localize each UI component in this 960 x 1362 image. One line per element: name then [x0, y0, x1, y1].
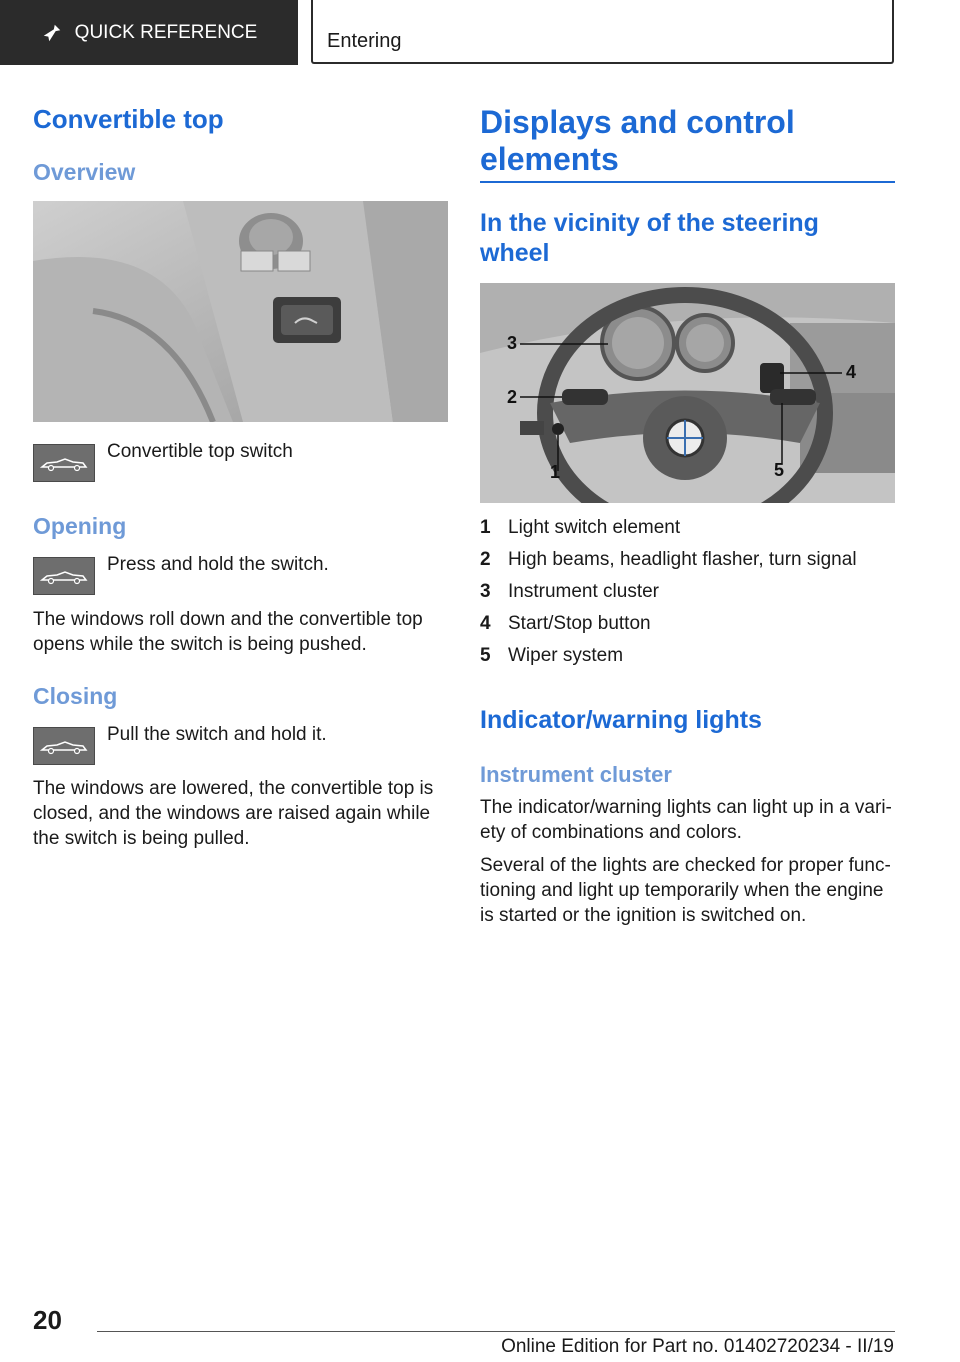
steering-subheading-line2: wheel — [480, 239, 550, 267]
checked-text-line3: is started or the ignition is switched on. — [480, 905, 807, 926]
opening-action: Press and hold the switch. — [107, 554, 329, 575]
legend-item — [480, 645, 623, 667]
legend-text: Light switch element — [508, 517, 681, 538]
legend-item — [480, 549, 857, 571]
chapter-header — [311, 0, 894, 64]
section-tab-label: QUICK REFERENCE — [74, 21, 258, 43]
switch-caption: Convertible top switch — [107, 441, 293, 462]
cluster-text-line1: The indicator/warning lights can light up in a vari- — [480, 797, 892, 818]
overview-heading: Overview — [33, 159, 136, 185]
legend-item — [480, 613, 651, 635]
indicator-heading: Indicator/warning lights — [480, 706, 762, 734]
steering-subheading-line1: In the vicinity of the steering — [480, 209, 819, 237]
page-number: 20 — [33, 1305, 62, 1335]
callout-3: 3 — [507, 333, 518, 353]
callout-4: 4 — [846, 362, 857, 382]
center-console-photo — [33, 201, 448, 422]
convertible-car-icon — [33, 727, 95, 765]
closing-heading: Closing — [33, 683, 118, 709]
convertible-car-icon — [33, 444, 95, 482]
section-tab[interactable] — [0, 0, 298, 65]
legend-number: 3 — [480, 581, 491, 602]
legend-number: 4 — [480, 613, 491, 634]
legend-item — [480, 581, 659, 603]
arrow-cursor-icon — [41, 22, 63, 44]
closing-action: Pull the switch and hold it. — [107, 724, 327, 745]
checked-text-line2: tioning and light up temporarily when the engine — [480, 880, 884, 901]
legend-number: 2 — [480, 549, 491, 570]
closing-text: The windows are lowered, the convertible top is closed, and the windows are raised again while the switch is being pulled. — [33, 778, 434, 849]
opening-text: The windows roll down and the convertible top opens while the switch is being pushed. — [33, 609, 423, 655]
legend-number: 1 — [480, 517, 491, 538]
footer-rule — [97, 1331, 895, 1332]
legend-number: 5 — [480, 645, 491, 666]
convertible-car-icon — [33, 557, 95, 595]
callout-5: 5 — [774, 460, 785, 480]
legend-text: Start/Stop button — [508, 613, 651, 634]
edition-text: Online Edition for Part no. 01402720234 - II/19 — [501, 1336, 894, 1357]
checked-text-line1: Several of the lights are checked for proper func- — [480, 855, 891, 876]
steering-wheel-photo — [480, 283, 895, 503]
legend-text: Wiper system — [508, 645, 624, 666]
legend-text: High beams, headlight flasher, turn signal — [508, 549, 857, 570]
callout-1: 1 — [550, 462, 561, 482]
cluster-heading: Instrument cluster — [480, 762, 672, 787]
cluster-text-line2: ety of combinations and colors. — [480, 822, 742, 843]
chapter-label: Entering — [327, 30, 402, 52]
convertible-top-title: Convertible top — [33, 104, 224, 134]
opening-heading: Opening — [33, 513, 127, 539]
callout-2: 2 — [507, 387, 518, 407]
displays-title-line2: elements — [480, 141, 619, 177]
displays-title-line1: Displays and control — [480, 104, 795, 140]
title-underline — [480, 181, 895, 183]
legend-text: Instrument cluster — [508, 581, 659, 602]
legend-item — [480, 517, 680, 539]
